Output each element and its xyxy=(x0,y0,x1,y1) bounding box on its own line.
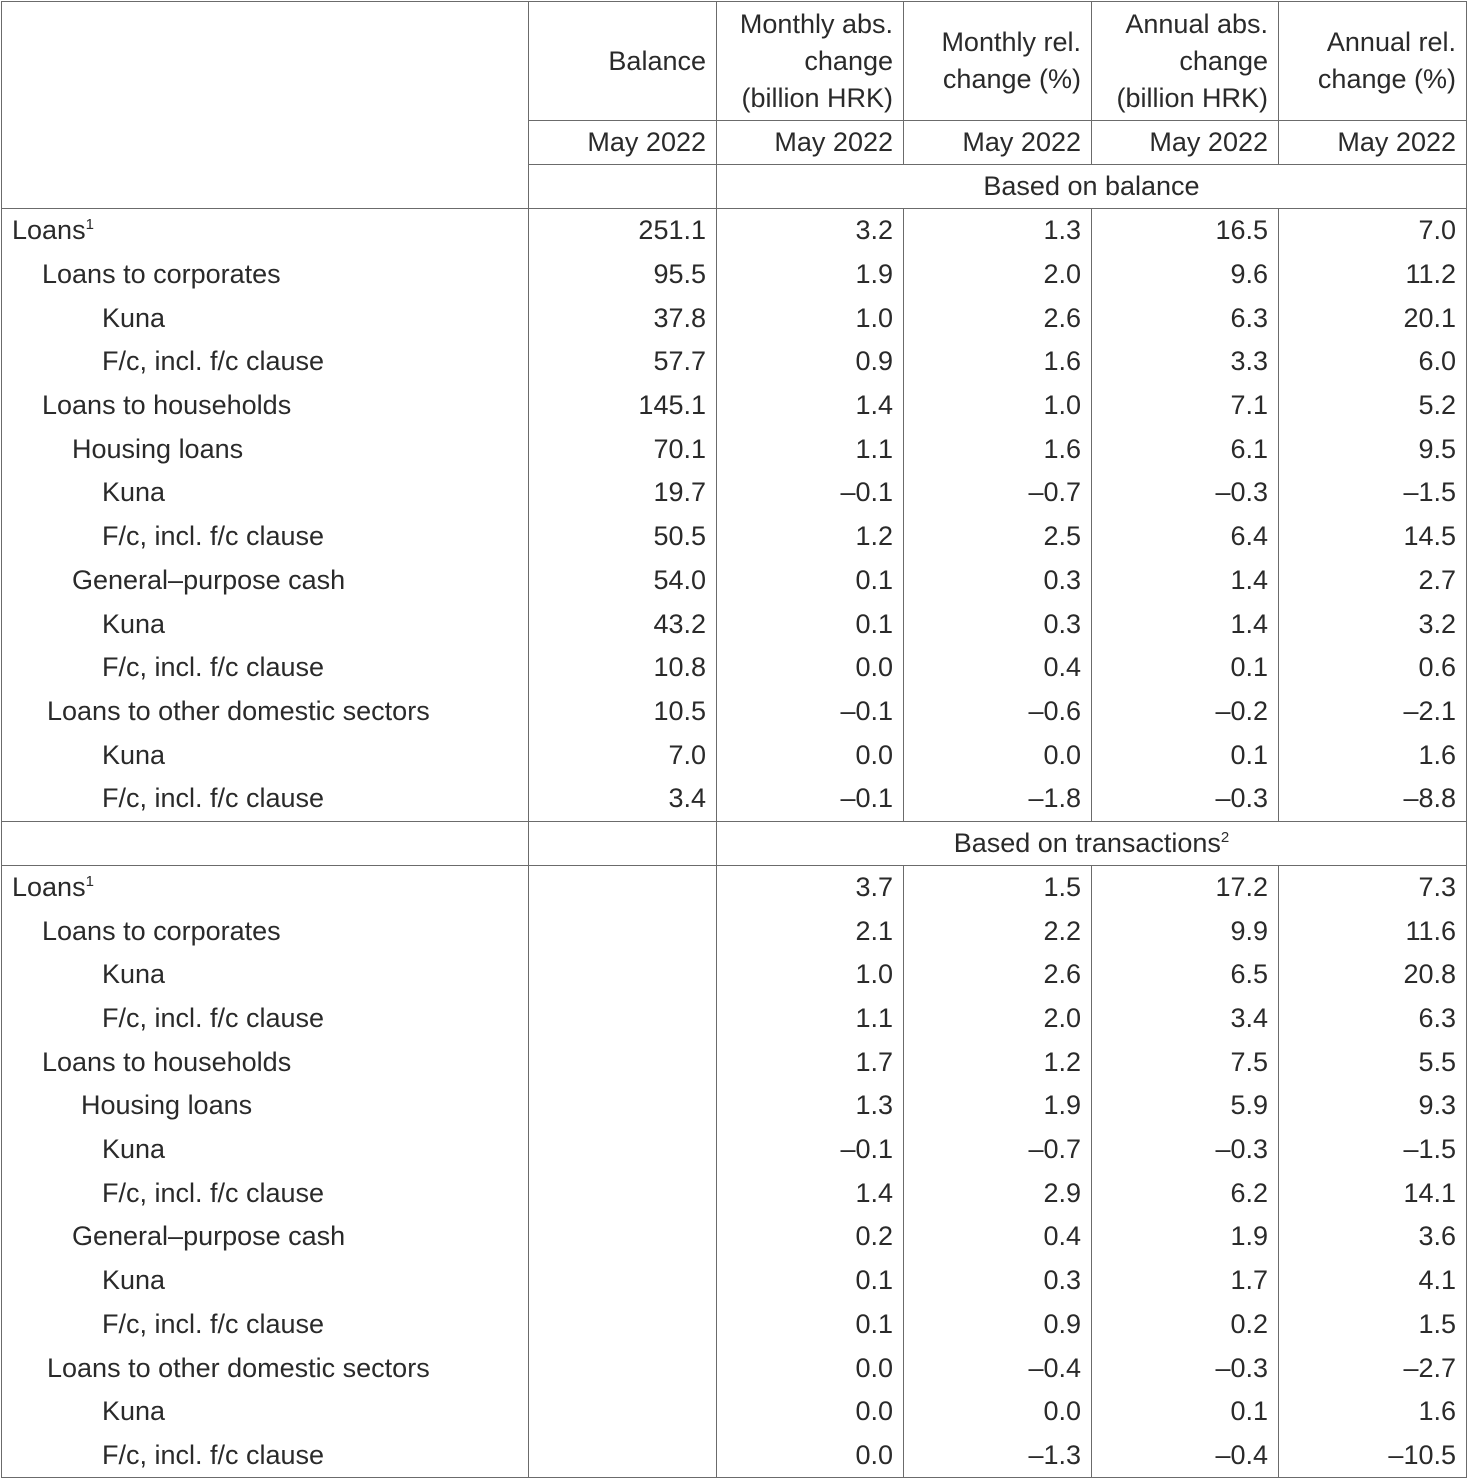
value-cell: 9.5 xyxy=(1279,427,1467,471)
value-cell: 0.0 xyxy=(904,1390,1092,1434)
value-cell: 2.0 xyxy=(904,997,1092,1041)
row-label-text: Housing loans xyxy=(81,1090,253,1121)
value-cell: –0.7 xyxy=(904,471,1092,515)
value-cell: 0.1 xyxy=(1092,1390,1279,1434)
value-cell: 1.0 xyxy=(717,953,904,997)
row-label xyxy=(2,471,529,515)
value-cell: –0.3 xyxy=(1092,1346,1279,1390)
value-cell: 0.1 xyxy=(1092,733,1279,777)
value-cell: 1.7 xyxy=(717,1040,904,1084)
value-cell: 95.5 xyxy=(529,253,717,297)
table-row xyxy=(2,997,1467,1041)
value-cell: 0.0 xyxy=(717,646,904,690)
value-cell: 0.1 xyxy=(717,1303,904,1347)
value-cell: 50.5 xyxy=(529,515,717,559)
value-cell: 2.6 xyxy=(904,953,1092,997)
value-cell: 14.1 xyxy=(1279,1171,1467,1215)
table-row xyxy=(2,1390,1467,1434)
value-cell: 37.8 xyxy=(529,296,717,340)
value-cell: –1.5 xyxy=(1279,1128,1467,1172)
value-cell: –0.3 xyxy=(1092,471,1279,515)
value-cell xyxy=(529,1084,717,1128)
value-cell: 6.2 xyxy=(1092,1171,1279,1215)
header-row xyxy=(2,2,1467,121)
value-cell xyxy=(529,1128,717,1172)
value-cell: –1.5 xyxy=(1279,471,1467,515)
value-cell: –1.8 xyxy=(904,777,1092,821)
value-cell: 1.7 xyxy=(1092,1259,1279,1303)
value-cell: 0.6 xyxy=(1279,646,1467,690)
row-label-text: F/c, incl. f/c clause xyxy=(102,346,325,377)
value-cell xyxy=(529,1390,717,1434)
value-cell: 1.1 xyxy=(717,997,904,1041)
table-row xyxy=(2,296,1467,340)
value-cell xyxy=(529,1346,717,1390)
value-cell: 1.0 xyxy=(904,384,1092,428)
row-label xyxy=(2,559,529,603)
value-cell: 2.9 xyxy=(904,1171,1092,1215)
table-row xyxy=(2,384,1467,428)
table-row xyxy=(2,1346,1467,1390)
value-cell: –0.4 xyxy=(904,1346,1092,1390)
section-caption-balance: Based on balance xyxy=(717,165,1467,209)
value-cell: –10.5 xyxy=(1279,1434,1467,1478)
value-cell: 0.9 xyxy=(717,340,904,384)
value-cell: –8.8 xyxy=(1279,777,1467,821)
value-cell xyxy=(529,1303,717,1347)
value-cell: 9.9 xyxy=(1092,909,1279,953)
row-label xyxy=(2,953,529,997)
value-cell: 0.2 xyxy=(1092,1303,1279,1347)
row-label xyxy=(2,296,529,340)
row-label xyxy=(2,1215,529,1259)
table-row xyxy=(2,733,1467,777)
section-caption-transactions xyxy=(717,821,1467,865)
value-cell: 4.1 xyxy=(1279,1259,1467,1303)
row-label-text: Kuna xyxy=(102,477,166,508)
value-cell: 6.5 xyxy=(1092,953,1279,997)
balance-section-body xyxy=(2,209,1467,822)
row-label-text: General–purpose cash xyxy=(72,564,346,595)
table-row xyxy=(2,1171,1467,1215)
value-cell: –0.3 xyxy=(1092,1128,1279,1172)
value-cell: 5.9 xyxy=(1092,1084,1279,1128)
table-row xyxy=(2,340,1467,384)
value-cell xyxy=(529,865,717,909)
row-label xyxy=(2,1040,529,1084)
table-row xyxy=(2,1215,1467,1259)
value-cell: –2.7 xyxy=(1279,1346,1467,1390)
table-row xyxy=(2,1303,1467,1347)
row-label-text: Kuna xyxy=(102,302,166,333)
row-label-text: Kuna xyxy=(102,959,166,990)
value-cell: 0.0 xyxy=(904,733,1092,777)
table-row xyxy=(2,602,1467,646)
value-cell: 54.0 xyxy=(529,559,717,603)
value-cell: –0.1 xyxy=(717,690,904,734)
value-cell: 10.5 xyxy=(529,690,717,734)
value-cell: 10.8 xyxy=(529,646,717,690)
value-cell: 0.9 xyxy=(904,1303,1092,1347)
value-cell: 7.5 xyxy=(1092,1040,1279,1084)
row-label-text: Loans to corporates xyxy=(42,259,281,290)
value-cell: 1.9 xyxy=(904,1084,1092,1128)
value-cell: 0.0 xyxy=(717,733,904,777)
value-cell: 3.6 xyxy=(1279,1215,1467,1259)
table-row xyxy=(2,865,1467,909)
row-label-text: Kuna xyxy=(102,608,166,639)
value-cell: 0.3 xyxy=(904,559,1092,603)
value-cell: 6.0 xyxy=(1279,340,1467,384)
value-cell: 9.6 xyxy=(1092,253,1279,297)
value-cell: 0.3 xyxy=(904,1259,1092,1303)
value-cell: 2.5 xyxy=(904,515,1092,559)
section-empty-cell xyxy=(2,821,529,865)
value-cell: 1.9 xyxy=(717,253,904,297)
row-label xyxy=(2,384,529,428)
value-cell: 70.1 xyxy=(529,427,717,471)
value-cell: 0.1 xyxy=(717,559,904,603)
row-label xyxy=(2,427,529,471)
value-cell: 1.1 xyxy=(717,427,904,471)
value-cell xyxy=(529,997,717,1041)
value-cell: 20.8 xyxy=(1279,953,1467,997)
table-row xyxy=(2,646,1467,690)
value-cell xyxy=(529,1434,717,1478)
row-label xyxy=(2,646,529,690)
value-cell: 5.2 xyxy=(1279,384,1467,428)
period-balance: May 2022 xyxy=(529,121,717,165)
header-monthly-rel-change: Monthly rel. change (%) xyxy=(904,2,1092,121)
section-header-transactions xyxy=(2,821,1467,865)
row-label-text: Kuna xyxy=(102,1396,166,1427)
value-cell: 1.2 xyxy=(717,515,904,559)
row-label-text: Kuna xyxy=(102,1134,166,1165)
row-label-text: Loans to corporates xyxy=(42,915,281,946)
value-cell: 1.5 xyxy=(1279,1303,1467,1347)
value-cell xyxy=(529,1259,717,1303)
row-label xyxy=(2,1084,529,1128)
period-monthly-rel: May 2022 xyxy=(904,121,1092,165)
value-cell: 145.1 xyxy=(529,384,717,428)
section-caption-transactions-text: Based on transactions xyxy=(953,827,1221,858)
value-cell: 2.7 xyxy=(1279,559,1467,603)
value-cell: 7.0 xyxy=(529,733,717,777)
value-cell: 11.6 xyxy=(1279,909,1467,953)
row-label xyxy=(2,340,529,384)
value-cell: 1.4 xyxy=(717,1171,904,1215)
value-cell: 0.1 xyxy=(717,1259,904,1303)
loans-table xyxy=(1,1,1467,1478)
value-cell: 251.1 xyxy=(529,209,717,253)
row-label xyxy=(2,733,529,777)
value-cell: 6.3 xyxy=(1092,296,1279,340)
value-cell xyxy=(529,1040,717,1084)
value-cell xyxy=(529,1215,717,1259)
value-cell: 9.3 xyxy=(1279,1084,1467,1128)
footnote-marker: 2 xyxy=(1220,828,1230,846)
row-label-text: F/c, incl. f/c clause xyxy=(102,1308,325,1339)
row-label xyxy=(2,865,529,909)
row-label xyxy=(2,997,529,1041)
value-cell: 2.0 xyxy=(904,253,1092,297)
value-cell: 1.9 xyxy=(1092,1215,1279,1259)
table-row xyxy=(2,1434,1467,1478)
value-cell: 1.3 xyxy=(904,209,1092,253)
value-cell xyxy=(529,909,717,953)
period-annual-abs: May 2022 xyxy=(1092,121,1279,165)
row-label xyxy=(2,1434,529,1478)
row-label xyxy=(2,909,529,953)
value-cell: –0.1 xyxy=(717,777,904,821)
row-label xyxy=(2,209,529,253)
value-cell: 20.1 xyxy=(1279,296,1467,340)
value-cell: 3.2 xyxy=(717,209,904,253)
value-cell: –2.1 xyxy=(1279,690,1467,734)
section-empty-cell xyxy=(529,821,717,865)
value-cell: 0.4 xyxy=(904,646,1092,690)
row-label-text: F/c, incl. f/c clause xyxy=(102,783,325,814)
table-row xyxy=(2,1084,1467,1128)
period-monthly-abs: May 2022 xyxy=(717,121,904,165)
value-cell: 6.3 xyxy=(1279,997,1467,1041)
row-label-text: Loans to households xyxy=(42,1046,292,1077)
row-label xyxy=(2,515,529,559)
value-cell: –1.3 xyxy=(904,1434,1092,1478)
row-label-text: Kuna xyxy=(102,1265,166,1296)
value-cell: 1.6 xyxy=(1279,733,1467,777)
value-cell: 1.2 xyxy=(904,1040,1092,1084)
value-cell: 0.1 xyxy=(717,602,904,646)
table-row xyxy=(2,690,1467,734)
row-label xyxy=(2,1259,529,1303)
row-label xyxy=(2,1390,529,1434)
row-label xyxy=(2,602,529,646)
row-label-text: F/c, incl. f/c clause xyxy=(102,652,325,683)
header-annual-abs-change: Annual abs. change (billion HRK) xyxy=(1092,2,1279,121)
row-label xyxy=(2,777,529,821)
footnote-marker: 1 xyxy=(85,216,94,234)
value-cell: 0.3 xyxy=(904,602,1092,646)
value-cell: 1.4 xyxy=(1092,559,1279,603)
value-cell: 2.6 xyxy=(904,296,1092,340)
row-label-text: Loans xyxy=(12,871,86,902)
table-row xyxy=(2,1259,1467,1303)
row-label-text: Loans to other domestic sectors xyxy=(47,695,430,726)
value-cell: 0.4 xyxy=(904,1215,1092,1259)
row-label xyxy=(2,1303,529,1347)
header-corner-cell xyxy=(2,2,529,209)
table-row xyxy=(2,777,1467,821)
header-annual-rel-change: Annual rel. change (%) xyxy=(1279,2,1467,121)
value-cell: 0.0 xyxy=(717,1390,904,1434)
section-empty-cell xyxy=(529,165,717,209)
value-cell: 1.0 xyxy=(717,296,904,340)
value-cell: –0.1 xyxy=(717,471,904,515)
value-cell: 3.3 xyxy=(1092,340,1279,384)
value-cell: –0.1 xyxy=(717,1128,904,1172)
value-cell: 7.3 xyxy=(1279,865,1467,909)
value-cell: 0.2 xyxy=(717,1215,904,1259)
value-cell: 3.4 xyxy=(1092,997,1279,1041)
value-cell: 57.7 xyxy=(529,340,717,384)
value-cell: 6.1 xyxy=(1092,427,1279,471)
value-cell: 1.5 xyxy=(904,865,1092,909)
value-cell: 1.6 xyxy=(904,340,1092,384)
value-cell: –0.4 xyxy=(1092,1434,1279,1478)
table-row xyxy=(2,559,1467,603)
value-cell: –0.7 xyxy=(904,1128,1092,1172)
table-row xyxy=(2,427,1467,471)
value-cell: 2.2 xyxy=(904,909,1092,953)
value-cell xyxy=(529,953,717,997)
value-cell: 0.0 xyxy=(717,1434,904,1478)
value-cell: –0.3 xyxy=(1092,777,1279,821)
row-label-text: F/c, incl. f/c clause xyxy=(102,521,325,552)
value-cell: 1.3 xyxy=(717,1084,904,1128)
row-label-text: Housing loans xyxy=(72,433,244,464)
value-cell: 7.0 xyxy=(1279,209,1467,253)
value-cell: 14.5 xyxy=(1279,515,1467,559)
header-monthly-abs-change: Monthly abs. change (billion HRK) xyxy=(717,2,904,121)
row-label-text: General–purpose cash xyxy=(72,1221,346,1252)
value-cell: –0.6 xyxy=(904,690,1092,734)
value-cell: 16.5 xyxy=(1092,209,1279,253)
row-label-text: Loans xyxy=(12,215,86,246)
row-label-text: Kuna xyxy=(102,739,166,770)
table-row xyxy=(2,1040,1467,1084)
transactions-section-body xyxy=(2,865,1467,1478)
row-label xyxy=(2,253,529,297)
value-cell: 5.5 xyxy=(1279,1040,1467,1084)
table-row xyxy=(2,515,1467,559)
value-cell: 19.7 xyxy=(529,471,717,515)
value-cell: 1.4 xyxy=(717,384,904,428)
value-cell: 3.7 xyxy=(717,865,904,909)
value-cell: 1.6 xyxy=(904,427,1092,471)
period-annual-rel: May 2022 xyxy=(1279,121,1467,165)
table-row xyxy=(2,953,1467,997)
table-row xyxy=(2,253,1467,297)
row-label xyxy=(2,1128,529,1172)
value-cell: 3.2 xyxy=(1279,602,1467,646)
row-label-text: Loans to households xyxy=(42,390,292,421)
row-label xyxy=(2,1346,529,1390)
value-cell: 43.2 xyxy=(529,602,717,646)
header-balance: Balance xyxy=(529,2,717,121)
value-cell: 1.6 xyxy=(1279,1390,1467,1434)
value-cell: –0.2 xyxy=(1092,690,1279,734)
value-cell: 2.1 xyxy=(717,909,904,953)
table-row xyxy=(2,209,1467,253)
table-row xyxy=(2,909,1467,953)
value-cell: 17.2 xyxy=(1092,865,1279,909)
row-label xyxy=(2,1171,529,1215)
value-cell: 6.4 xyxy=(1092,515,1279,559)
row-label-text: F/c, incl. f/c clause xyxy=(102,1177,325,1208)
table-row xyxy=(2,471,1467,515)
row-label-text: F/c, incl. f/c clause xyxy=(102,1439,325,1470)
row-label-text: F/c, incl. f/c clause xyxy=(102,1003,325,1034)
value-cell: 7.1 xyxy=(1092,384,1279,428)
value-cell: 11.2 xyxy=(1279,253,1467,297)
value-cell: 3.4 xyxy=(529,777,717,821)
row-label-text: Loans to other domestic sectors xyxy=(47,1352,430,1383)
footnote-marker: 1 xyxy=(85,872,94,890)
row-label xyxy=(2,690,529,734)
value-cell xyxy=(529,1171,717,1215)
value-cell: 1.4 xyxy=(1092,602,1279,646)
value-cell: 0.1 xyxy=(1092,646,1279,690)
table-row xyxy=(2,1128,1467,1172)
value-cell: 0.0 xyxy=(717,1346,904,1390)
